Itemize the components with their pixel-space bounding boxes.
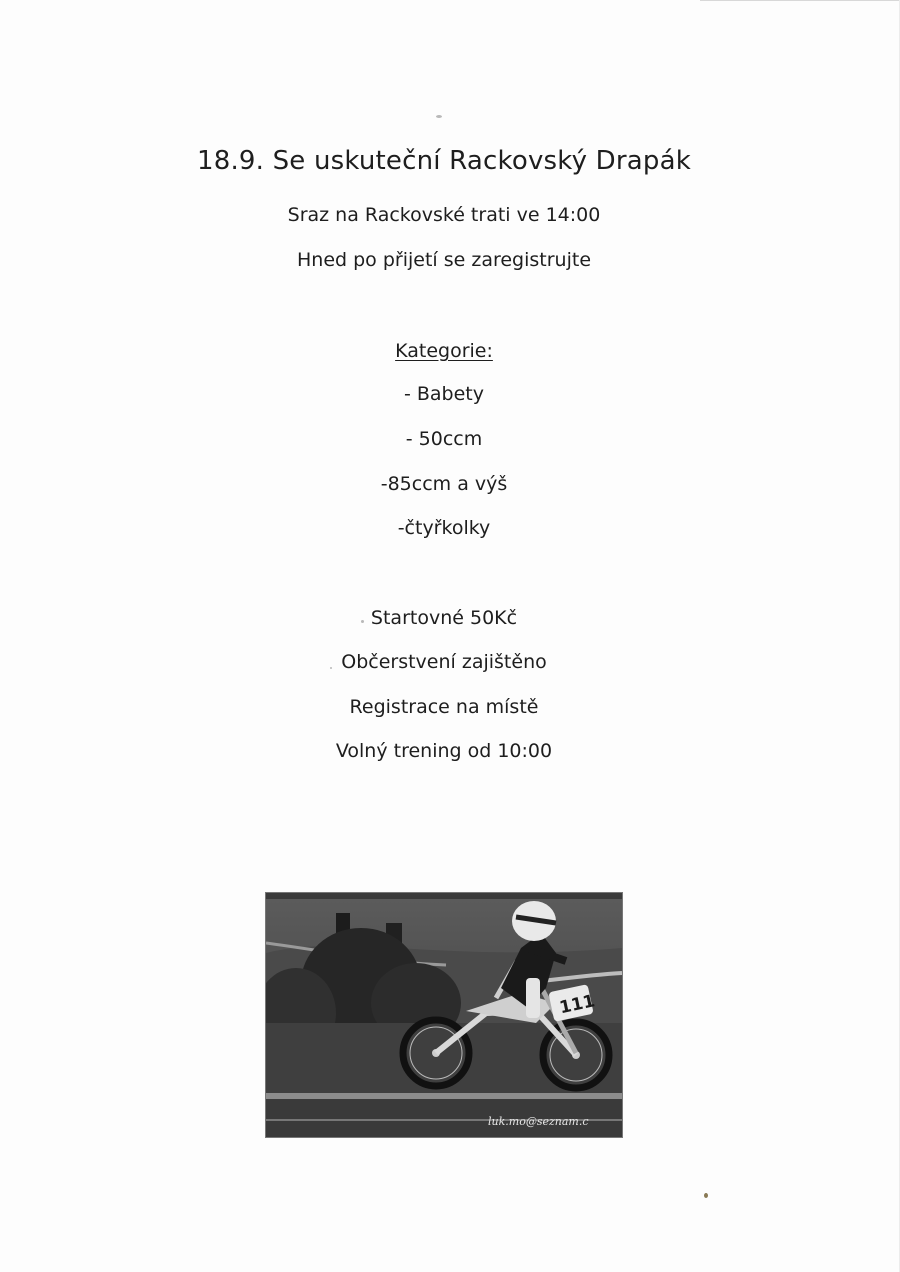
registration-info: Hned po přijetí se zaregistrujte xyxy=(296,249,592,271)
photo-watermark: luk.mo@seznam.c xyxy=(488,1115,589,1128)
meeting-info: Sraz na Rackovské trati ve 14:00 xyxy=(287,204,601,226)
onsite-registration: Registrace na místě xyxy=(349,696,539,718)
practice-time: Volný trening od 10:00 xyxy=(335,740,553,762)
category-item: - Babety xyxy=(403,383,485,405)
category-item: - 50ccm xyxy=(405,428,483,450)
category-item: -čtyřkolky xyxy=(397,517,491,539)
entry-fee: Startovné 50Kč xyxy=(370,607,518,629)
number-plate-text: 111 xyxy=(557,991,597,1019)
event-title: 18.9. Se uskuteční Rackovský Drapák xyxy=(196,146,691,176)
categories-heading: Kategorie: xyxy=(395,340,493,362)
scan-speck xyxy=(704,1193,708,1198)
scan-edge xyxy=(700,0,900,1)
category-item: -85ccm a výš xyxy=(380,473,508,495)
scan-speck xyxy=(436,115,442,118)
motocross-rider-image xyxy=(266,893,622,1137)
motocross-photo xyxy=(265,892,623,1138)
refreshments-info: Občerstvení zajištěno xyxy=(341,651,547,673)
